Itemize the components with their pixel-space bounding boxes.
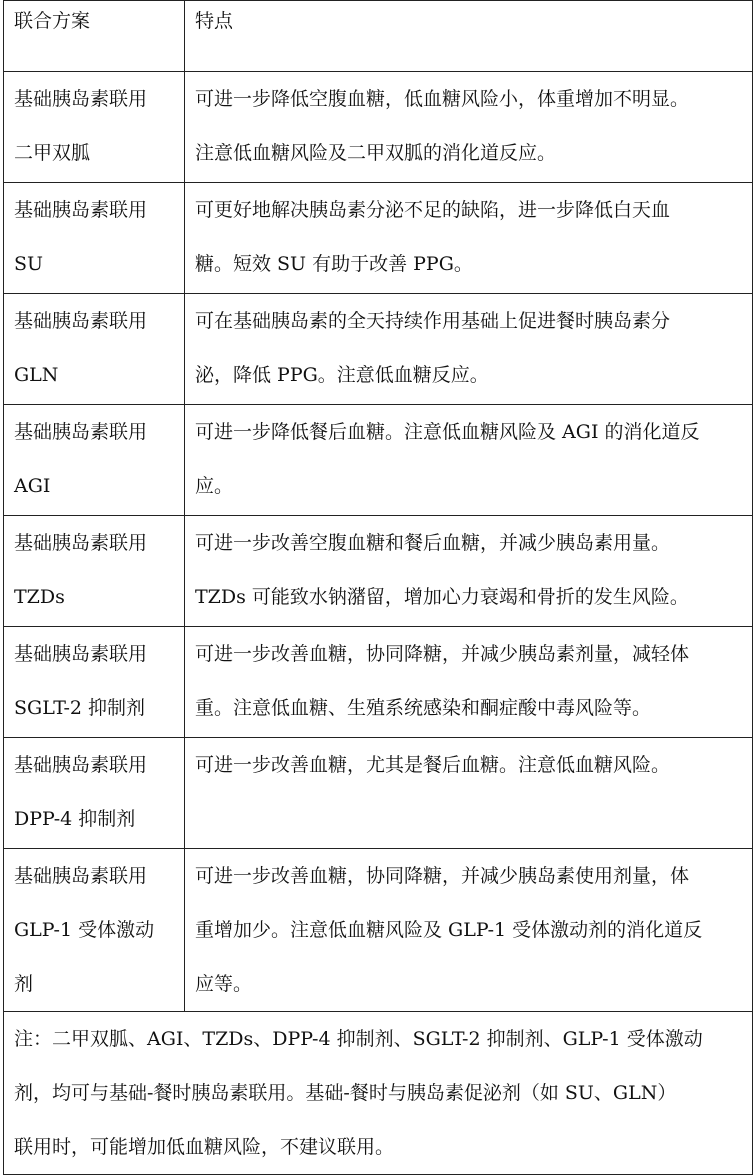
table-row <box>4 294 753 405</box>
features-line: 重。注意低血糖、生殖系统感染和酮症酸中毒风险等。 <box>195 697 652 719</box>
features-line: 可更好地解决胰岛素分泌不足的缺陷，进一步降低白天血 <box>195 199 671 221</box>
features-line: 可进一步改善血糖，协同降糖，并减少胰岛素使用剂量，体 <box>195 865 690 887</box>
scheme-line: 剂 <box>14 973 34 995</box>
header-features: 特点 <box>185 1 753 72</box>
features-cell <box>185 849 753 1012</box>
scheme-line: 基础胰岛素联用 <box>14 643 148 665</box>
features-line: 泌，降低 PPG。注意低血糖反应。 <box>195 364 489 386</box>
features-line: 重增加少。注意低血糖风险及 GLP-1 受体激动剂的消化道反 <box>195 919 703 941</box>
features-line: 可在基础胰岛素的全天持续作用基础上促进餐时胰岛素分 <box>195 310 671 332</box>
features-line: 注意低血糖风险及二甲双胍的消化道反应。 <box>195 142 557 164</box>
features-line: 糖。短效 SU 有助于改善 PPG。 <box>195 253 473 275</box>
table-row <box>4 405 753 516</box>
table-row <box>4 738 753 849</box>
features-cell <box>185 72 753 183</box>
table-row <box>4 183 753 294</box>
features-line: 可进一步降低空腹血糖，低血糖风险小，体重增加不明显。 <box>195 88 690 110</box>
scheme-line: DPP-4 抑制剂 <box>14 808 136 830</box>
scheme-line: GLN <box>14 364 59 386</box>
scheme-line: 基础胰岛素联用 <box>14 199 148 221</box>
table-row <box>4 72 753 183</box>
scheme-cell <box>4 294 185 405</box>
scheme-line: SU <box>14 253 44 275</box>
features-cell <box>185 294 753 405</box>
scheme-cell <box>4 849 185 1012</box>
note-cell <box>4 1012 753 1175</box>
header-scheme: 联合方案 <box>4 1 185 72</box>
table-header-row <box>4 1 753 72</box>
table-note-row <box>4 1012 753 1175</box>
combination-table <box>3 0 753 1175</box>
features-cell <box>185 627 753 738</box>
scheme-line: SGLT-2 抑制剂 <box>14 697 146 719</box>
features-line: 应等。 <box>195 973 253 995</box>
features-cell <box>185 738 753 849</box>
scheme-line: AGI <box>14 475 51 497</box>
features-line: 可进一步改善空腹血糖和餐后血糖，并减少胰岛素用量。 <box>195 532 671 554</box>
note-line: 注：二甲双胍、AGI、TZDs、DPP-4 抑制剂、SGLT-2 抑制剂、GLP-1 受体激动 <box>14 1028 703 1050</box>
features-line: 可进一步改善血糖，协同降糖，并减少胰岛素剂量，减轻体 <box>195 643 690 665</box>
scheme-line: GLP-1 受体激动 <box>14 919 155 941</box>
table-row <box>4 627 753 738</box>
features-line: 可进一步降低餐后血糖。注意低血糖风险及 AGI 的消化道反 <box>195 421 700 443</box>
scheme-cell <box>4 183 185 294</box>
scheme-cell <box>4 72 185 183</box>
table-row <box>4 516 753 627</box>
scheme-cell <box>4 405 185 516</box>
note-line: 联用时，可能增加低血糖风险，不建议联用。 <box>14 1136 395 1158</box>
scheme-cell <box>4 738 185 849</box>
scheme-line: TZDs <box>14 586 65 608</box>
scheme-line: 基础胰岛素联用 <box>14 532 148 554</box>
note-line: 剂，均可与基础-餐时胰岛素联用。基础-餐时与胰岛素促泌剂（如 SU、GLN） <box>14 1082 677 1104</box>
scheme-line: 二甲双胍 <box>14 142 91 164</box>
features-cell <box>185 516 753 627</box>
scheme-line: 基础胰岛素联用 <box>14 421 148 443</box>
table-row <box>4 849 753 1012</box>
scheme-line: 基础胰岛素联用 <box>14 310 148 332</box>
features-line: 应。 <box>195 475 234 497</box>
scheme-cell <box>4 627 185 738</box>
features-cell <box>185 183 753 294</box>
scheme-line: 基础胰岛素联用 <box>14 754 148 776</box>
features-line: TZDs 可能致水钠潴留，增加心力衰竭和骨折的发生风险。 <box>195 586 689 608</box>
scheme-cell <box>4 516 185 627</box>
features-line: 可进一步改善血糖，尤其是餐后血糖。注意低血糖风险。 <box>195 754 671 776</box>
scheme-line: 基础胰岛素联用 <box>14 865 148 887</box>
features-cell <box>185 405 753 516</box>
scheme-line: 基础胰岛素联用 <box>14 88 148 110</box>
